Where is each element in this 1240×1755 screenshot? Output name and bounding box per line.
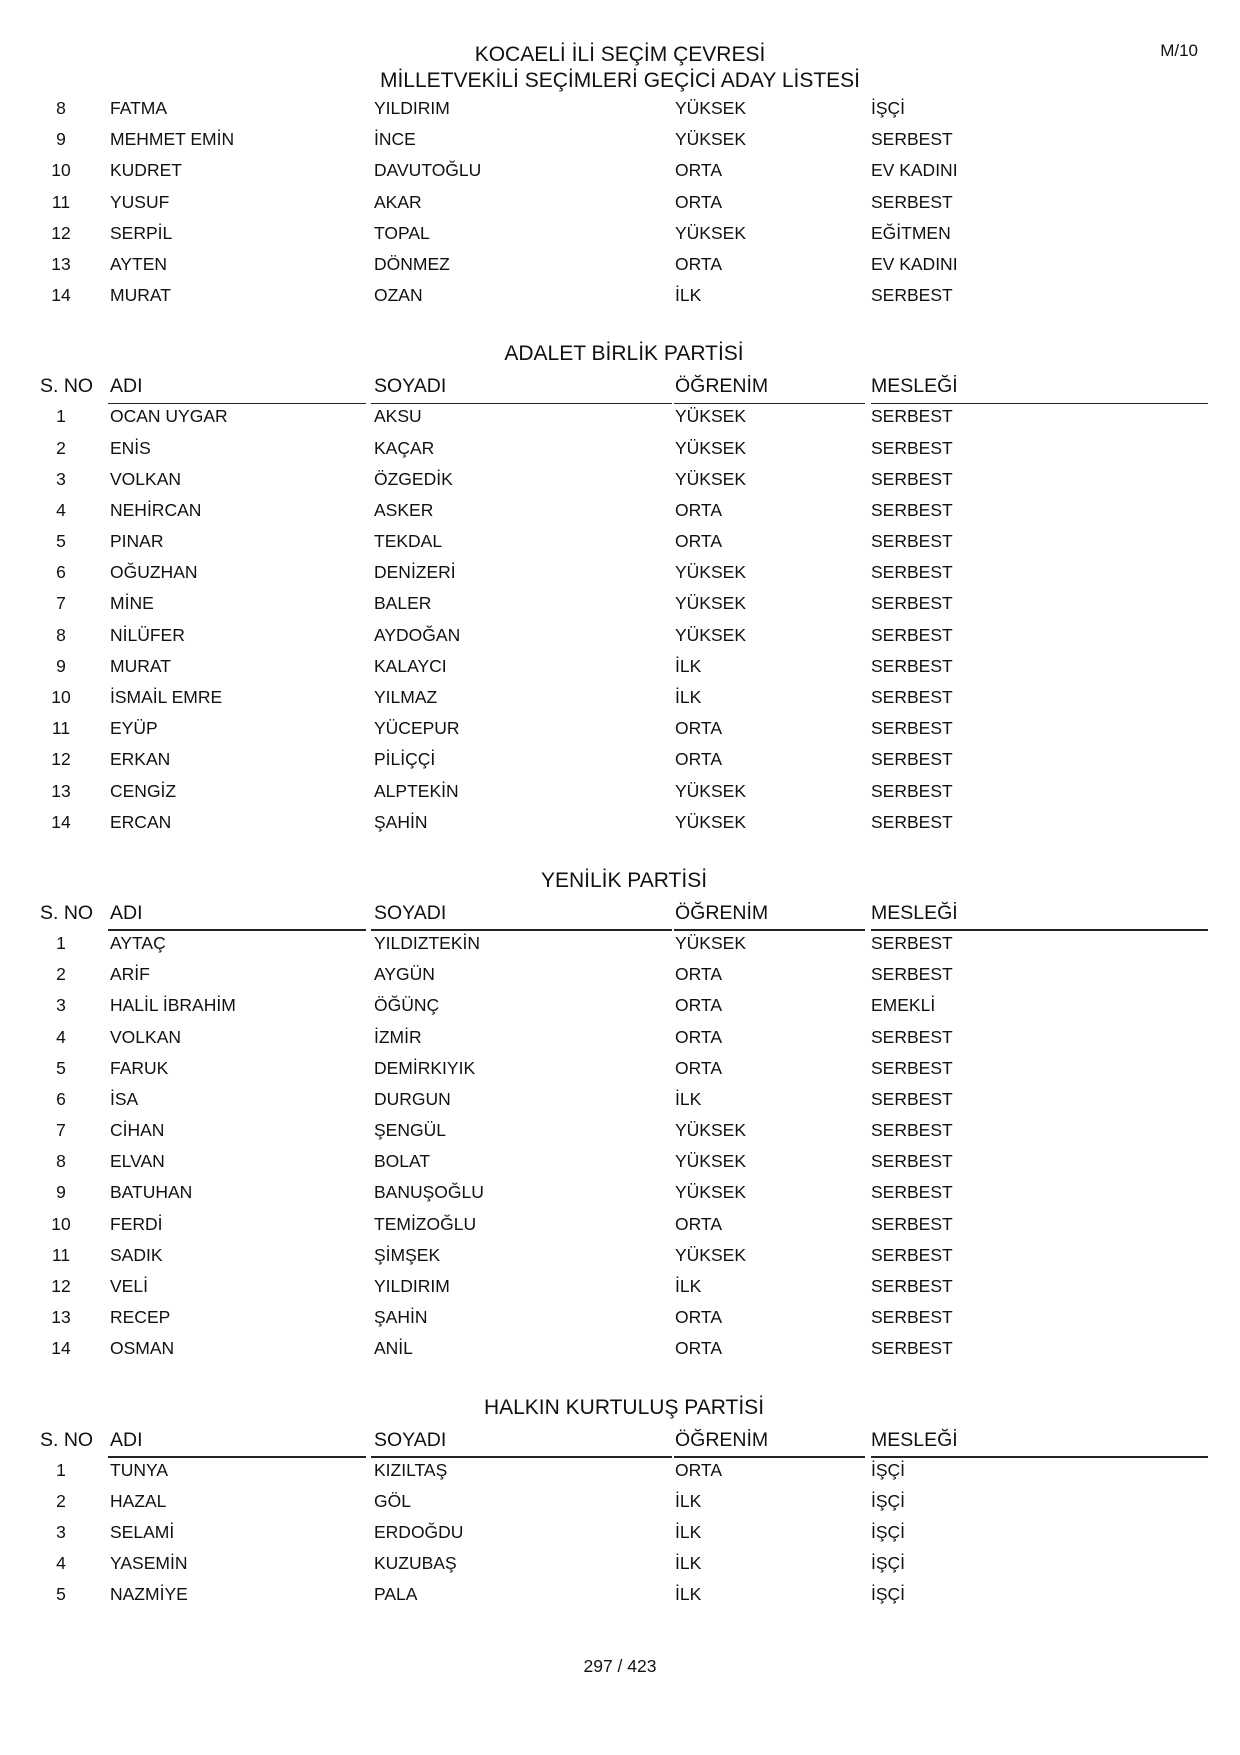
cell-sira-no: 5 bbox=[56, 1584, 66, 1605]
table-row bbox=[40, 1025, 1208, 1056]
party-section bbox=[40, 96, 1208, 314]
header-meslegi: MESLEĞİ bbox=[871, 375, 958, 398]
cell-soyadi: ŞAHİN bbox=[374, 811, 428, 832]
cell-ogrenim: YÜKSEK bbox=[675, 780, 746, 801]
cell-ogrenim: ORTA bbox=[675, 995, 722, 1016]
table-row bbox=[40, 591, 1208, 622]
cell-soyadi: BOLAT bbox=[374, 1151, 431, 1172]
cell-meslegi: SERBEST bbox=[871, 1338, 953, 1359]
cell-ogrenim: YÜKSEK bbox=[675, 1151, 746, 1172]
cell-meslegi: SERBEST bbox=[871, 1057, 953, 1078]
table-row bbox=[40, 1551, 1208, 1582]
table-row bbox=[40, 1274, 1208, 1305]
cell-sira-no: 5 bbox=[56, 531, 66, 552]
cell-sira-no: 7 bbox=[56, 593, 66, 614]
cell-adi: MEHMET EMİN bbox=[110, 129, 235, 150]
cell-sira-no: 2 bbox=[56, 1490, 66, 1511]
cell-sira-no: 1 bbox=[56, 406, 66, 427]
table-row bbox=[40, 1458, 1208, 1489]
cell-sira-no: 3 bbox=[56, 468, 66, 489]
cell-soyadi: PİLİÇÇİ bbox=[374, 749, 436, 770]
cell-adi: OSMAN bbox=[110, 1338, 175, 1359]
cell-adi: FERDİ bbox=[110, 1213, 163, 1234]
cell-ogrenim: ORTA bbox=[675, 749, 722, 770]
cell-soyadi: GÖL bbox=[374, 1490, 411, 1511]
table-row bbox=[40, 1118, 1208, 1149]
cell-ogrenim: YÜKSEK bbox=[675, 932, 746, 953]
cell-sira-no: 11 bbox=[51, 1244, 71, 1265]
cell-soyadi: AYGÜN bbox=[374, 964, 435, 985]
cell-soyadi: OZAN bbox=[374, 285, 423, 306]
cell-meslegi: İŞÇİ bbox=[871, 1553, 906, 1574]
cell-ogrenim: YÜKSEK bbox=[675, 129, 746, 150]
table-header bbox=[40, 896, 1208, 931]
cell-adi: CENGİZ bbox=[110, 780, 177, 801]
cell-meslegi: SERBEST bbox=[871, 593, 953, 614]
table-row bbox=[40, 498, 1208, 529]
cell-adi: ARİF bbox=[110, 964, 150, 985]
table-row bbox=[40, 931, 1208, 962]
cell-ogrenim: YÜKSEK bbox=[675, 811, 746, 832]
cell-sira-no: 12 bbox=[51, 749, 71, 770]
party-title: YENİLİK PARTİSİ bbox=[540, 868, 708, 892]
cell-adi: NEHİRCAN bbox=[110, 499, 202, 520]
cell-ogrenim: YÜKSEK bbox=[675, 1120, 746, 1141]
cell-meslegi: SERBEST bbox=[871, 811, 953, 832]
cell-ogrenim: İLK bbox=[675, 1088, 702, 1109]
cell-sira-no: 3 bbox=[56, 995, 66, 1016]
cell-sira-no: 14 bbox=[51, 811, 71, 832]
cell-adi: YUSUF bbox=[110, 191, 170, 212]
table-row bbox=[40, 962, 1208, 993]
table-row bbox=[40, 623, 1208, 654]
cell-soyadi: ŞİMŞEK bbox=[374, 1244, 441, 1265]
cell-sira-no: 11 bbox=[51, 191, 71, 212]
party-section bbox=[40, 1393, 1208, 1614]
cell-meslegi: SERBEST bbox=[871, 718, 953, 739]
header-adi: ADI bbox=[110, 901, 143, 924]
cell-meslegi: EV KADINI bbox=[871, 253, 958, 274]
cell-meslegi: EV KADINI bbox=[871, 160, 958, 181]
cell-soyadi: DAVUTOĞLU bbox=[374, 160, 482, 181]
cell-ogrenim: YÜKSEK bbox=[675, 1182, 746, 1203]
table-row bbox=[40, 127, 1208, 158]
cell-adi: BATUHAN bbox=[110, 1182, 193, 1203]
cell-soyadi: PALA bbox=[374, 1584, 418, 1605]
cell-meslegi: SERBEST bbox=[871, 1307, 953, 1328]
cell-meslegi: İŞÇİ bbox=[871, 1459, 906, 1480]
cell-meslegi: SERBEST bbox=[871, 1088, 953, 1109]
cell-adi: HAZAL bbox=[110, 1490, 167, 1511]
cell-soyadi: TOPAL bbox=[374, 222, 430, 243]
table-row bbox=[40, 190, 1208, 221]
cell-adi: PINAR bbox=[110, 531, 164, 552]
cell-sira-no: 6 bbox=[56, 1088, 66, 1109]
cell-ogrenim: İLK bbox=[675, 1553, 702, 1574]
table-row bbox=[40, 810, 1208, 841]
candidate-lists bbox=[40, 96, 1208, 1614]
cell-meslegi: SERBEST bbox=[871, 531, 953, 552]
header-adi: ADI bbox=[110, 1428, 143, 1451]
cell-soyadi: KAÇAR bbox=[374, 437, 435, 458]
table-row bbox=[40, 1087, 1208, 1118]
cell-sira-no: 8 bbox=[56, 1151, 66, 1172]
table-row bbox=[40, 1336, 1208, 1367]
cell-meslegi: SERBEST bbox=[871, 687, 953, 707]
cell-sira-no: 11 bbox=[51, 718, 71, 739]
cell-soyadi: AKSU bbox=[374, 406, 422, 427]
cell-meslegi: SERBEST bbox=[871, 499, 953, 520]
table-row bbox=[40, 1305, 1208, 1336]
header-meslegi: MESLEĞİ bbox=[871, 901, 958, 924]
cell-meslegi: SERBEST bbox=[871, 1120, 953, 1141]
cell-meslegi: SERBEST bbox=[871, 624, 953, 645]
cell-adi: EYÜP bbox=[110, 718, 158, 739]
cell-adi: FARUK bbox=[110, 1057, 169, 1078]
cell-soyadi: ŞAHİN bbox=[374, 1307, 428, 1328]
cell-sira-no: 3 bbox=[56, 1521, 66, 1542]
page-number: 297 / 423 bbox=[583, 1656, 657, 1676]
cell-adi: YASEMİN bbox=[110, 1553, 188, 1574]
cell-sira-no: 4 bbox=[56, 499, 66, 520]
cell-soyadi: İNCE bbox=[374, 129, 416, 150]
table-row bbox=[40, 560, 1208, 591]
cell-meslegi: SERBEST bbox=[871, 964, 953, 985]
cell-soyadi: YILDIRIM bbox=[374, 98, 450, 118]
header-meslegi: MESLEĞİ bbox=[871, 1428, 958, 1451]
document-title bbox=[0, 42, 1240, 94]
cell-adi: İSMAİL EMRE bbox=[110, 687, 223, 707]
table-row bbox=[40, 283, 1208, 314]
cell-sira-no: 14 bbox=[51, 285, 71, 306]
header-ogrenim: ÖĞRENİM bbox=[675, 901, 769, 924]
cell-soyadi: ÖĞÜNÇ bbox=[374, 995, 440, 1016]
table-row bbox=[40, 1243, 1208, 1274]
cell-soyadi: YILMAZ bbox=[374, 687, 438, 707]
cell-ogrenim: İLK bbox=[675, 1584, 702, 1605]
cell-meslegi: SERBEST bbox=[871, 191, 953, 212]
cell-soyadi: YÜCEPUR bbox=[374, 718, 460, 739]
cell-soyadi: ERDOĞDU bbox=[374, 1521, 464, 1542]
cell-meslegi: İŞÇİ bbox=[871, 1521, 906, 1542]
cell-sira-no: 9 bbox=[56, 1182, 66, 1203]
cell-adi: NİLÜFER bbox=[110, 624, 185, 645]
cell-adi: VOLKAN bbox=[110, 1026, 181, 1047]
cell-meslegi: SERBEST bbox=[871, 1244, 953, 1265]
cell-sira-no: 4 bbox=[56, 1026, 66, 1047]
cell-soyadi: AYDOĞAN bbox=[374, 624, 461, 645]
cell-sira-no: 12 bbox=[51, 222, 71, 243]
party-section bbox=[40, 866, 1208, 1368]
party-section bbox=[40, 339, 1208, 841]
cell-ogrenim: İLK bbox=[675, 1276, 702, 1296]
cell-adi: RECEP bbox=[110, 1307, 171, 1328]
table-row bbox=[40, 779, 1208, 810]
cell-sira-no: 13 bbox=[51, 1307, 71, 1328]
cell-soyadi: ANİL bbox=[374, 1338, 413, 1359]
cell-ogrenim: ORTA bbox=[675, 1338, 722, 1359]
cell-meslegi: SERBEST bbox=[871, 1213, 953, 1234]
cell-ogrenim: ORTA bbox=[675, 964, 722, 985]
cell-ogrenim: YÜKSEK bbox=[675, 406, 746, 427]
cell-meslegi: SERBEST bbox=[871, 932, 953, 953]
cell-ogrenim: YÜKSEK bbox=[675, 222, 746, 243]
cell-soyadi: YILDIRIM bbox=[374, 1276, 450, 1296]
header-ogrenim: ÖĞRENİM bbox=[675, 375, 769, 398]
cell-ogrenim: ORTA bbox=[675, 499, 722, 520]
party-title: HALKIN KURTULUŞ PARTİSİ bbox=[483, 1395, 765, 1419]
title-line-1: KOCAELİ İLİ SEÇİM ÇEVRESİ bbox=[474, 43, 766, 66]
table-row bbox=[40, 96, 1208, 127]
cell-sira-no: 12 bbox=[51, 1276, 71, 1296]
cell-meslegi: SERBEST bbox=[871, 285, 953, 306]
cell-adi: SADIK bbox=[110, 1244, 163, 1265]
table-row bbox=[40, 1520, 1208, 1551]
cell-ogrenim: ORTA bbox=[675, 1459, 722, 1480]
cell-sira-no: 10 bbox=[51, 1213, 71, 1234]
cell-adi: VELİ bbox=[110, 1276, 148, 1296]
table-row bbox=[40, 1582, 1208, 1613]
cell-adi: NAZMİYE bbox=[110, 1584, 188, 1605]
cell-ogrenim: İLK bbox=[675, 1521, 702, 1542]
cell-ogrenim: YÜKSEK bbox=[675, 437, 746, 458]
table-row bbox=[40, 1149, 1208, 1180]
cell-meslegi: SERBEST bbox=[871, 468, 953, 489]
header-soyadi: SOYADI bbox=[374, 901, 447, 924]
table-row bbox=[40, 158, 1208, 189]
cell-soyadi: DENİZERİ bbox=[374, 562, 456, 583]
cell-soyadi: İZMİR bbox=[374, 1026, 422, 1047]
page-code: M/10 bbox=[1160, 41, 1198, 60]
cell-sira-no: 4 bbox=[56, 1553, 66, 1574]
cell-adi: FATMA bbox=[110, 98, 168, 118]
table-row bbox=[40, 716, 1208, 747]
cell-sira-no: 14 bbox=[51, 1338, 71, 1359]
cell-soyadi: TEKDAL bbox=[374, 531, 443, 552]
cell-sira-no: 13 bbox=[51, 253, 71, 274]
cell-meslegi: SERBEST bbox=[871, 437, 953, 458]
header-soyadi: SOYADI bbox=[374, 1428, 447, 1451]
table-header bbox=[40, 1423, 1208, 1458]
cell-soyadi: ŞENGÜL bbox=[374, 1120, 446, 1141]
cell-sira-no: 8 bbox=[56, 98, 66, 118]
table-row bbox=[40, 252, 1208, 283]
table-row bbox=[40, 747, 1208, 778]
cell-adi: ELVAN bbox=[110, 1151, 165, 1172]
cell-soyadi: BALER bbox=[374, 593, 432, 614]
cell-soyadi: TEMİZOĞLU bbox=[374, 1213, 477, 1234]
table-row bbox=[40, 1489, 1208, 1520]
cell-sira-no: 1 bbox=[56, 1459, 66, 1480]
header-ogrenim: ÖĞRENİM bbox=[675, 1428, 769, 1451]
cell-ogrenim: YÜKSEK bbox=[675, 562, 746, 583]
table-row bbox=[40, 993, 1208, 1024]
cell-meslegi: SERBEST bbox=[871, 562, 953, 583]
cell-soyadi: KUZUBAŞ bbox=[374, 1553, 457, 1574]
cell-meslegi: İŞÇİ bbox=[871, 1490, 906, 1511]
cell-ogrenim: YÜKSEK bbox=[675, 468, 746, 489]
table-row bbox=[40, 1180, 1208, 1211]
header-adi: ADI bbox=[110, 375, 143, 398]
cell-soyadi: DURGUN bbox=[374, 1088, 451, 1109]
cell-adi: CİHAN bbox=[110, 1120, 165, 1141]
cell-adi: OĞUZHAN bbox=[110, 562, 198, 583]
cell-ogrenim: ORTA bbox=[675, 1213, 722, 1234]
cell-soyadi: DEMİRKIYIK bbox=[374, 1057, 476, 1078]
cell-adi: ENİS bbox=[110, 437, 151, 458]
cell-sira-no: 10 bbox=[51, 687, 71, 707]
cell-meslegi: SERBEST bbox=[871, 406, 953, 427]
table-header bbox=[40, 369, 1208, 404]
table-row bbox=[40, 436, 1208, 467]
cell-ogrenim: İLK bbox=[675, 285, 702, 306]
cell-adi: ERKAN bbox=[110, 749, 171, 770]
cell-ogrenim: İLK bbox=[675, 1490, 702, 1511]
cell-adi: VOLKAN bbox=[110, 468, 181, 489]
cell-sira-no: 8 bbox=[56, 624, 66, 645]
cell-meslegi: SERBEST bbox=[871, 749, 953, 770]
header-sira-no: S. NO bbox=[40, 375, 94, 398]
cell-adi: KUDRET bbox=[110, 160, 182, 181]
cell-ogrenim: YÜKSEK bbox=[675, 593, 746, 614]
cell-soyadi: AKAR bbox=[374, 191, 422, 212]
party-title: ADALET BİRLİK PARTİSİ bbox=[504, 342, 744, 366]
cell-ogrenim: ORTA bbox=[675, 191, 722, 212]
cell-ogrenim: ORTA bbox=[675, 718, 722, 739]
table-row bbox=[40, 1212, 1208, 1243]
table-row bbox=[40, 654, 1208, 685]
cell-adi: AYTAÇ bbox=[110, 932, 166, 953]
cell-adi: AYTEN bbox=[110, 253, 168, 274]
cell-ogrenim: YÜKSEK bbox=[675, 98, 746, 118]
cell-soyadi: YILDIZTEKİN bbox=[374, 932, 480, 953]
cell-ogrenim: ORTA bbox=[675, 1026, 722, 1047]
cell-meslegi: SERBEST bbox=[871, 1151, 953, 1172]
cell-adi: SELAMİ bbox=[110, 1521, 175, 1542]
cell-meslegi: SERBEST bbox=[871, 1276, 953, 1296]
cell-soyadi: ASKER bbox=[374, 499, 434, 520]
cell-ogrenim: ORTA bbox=[675, 160, 722, 181]
cell-ogrenim: İLK bbox=[675, 655, 702, 676]
cell-sira-no: 2 bbox=[56, 964, 66, 985]
table-row bbox=[40, 221, 1208, 252]
cell-adi: MURAT bbox=[110, 285, 171, 306]
title-line-2: MİLLETVEKİLİ SEÇİMLERİ GEÇİCİ ADAY LİSTESİ bbox=[379, 69, 861, 92]
cell-sira-no: 1 bbox=[56, 932, 66, 953]
cell-adi: İSA bbox=[110, 1088, 139, 1109]
header-sira-no: S. NO bbox=[40, 901, 94, 924]
cell-soyadi: KIZILTAŞ bbox=[374, 1459, 448, 1480]
cell-meslegi: SERBEST bbox=[871, 1182, 953, 1203]
cell-sira-no: 9 bbox=[56, 655, 66, 676]
cell-soyadi: DÖNMEZ bbox=[374, 253, 450, 274]
cell-soyadi: ÖZGEDİK bbox=[374, 468, 453, 489]
cell-ogrenim: YÜKSEK bbox=[675, 1244, 746, 1265]
cell-ogrenim: YÜKSEK bbox=[675, 624, 746, 645]
cell-adi: MİNE bbox=[110, 593, 154, 614]
cell-ogrenim: ORTA bbox=[675, 531, 722, 552]
cell-meslegi: İŞÇİ bbox=[871, 1584, 906, 1605]
table-row bbox=[40, 685, 1208, 716]
cell-sira-no: 2 bbox=[56, 437, 66, 458]
cell-ogrenim: ORTA bbox=[675, 1057, 722, 1078]
table-row bbox=[40, 404, 1208, 435]
cell-ogrenim: İLK bbox=[675, 687, 702, 707]
cell-sira-no: 9 bbox=[56, 129, 66, 150]
cell-adi: OCAN UYGAR bbox=[110, 406, 228, 427]
cell-soyadi: BANUŞOĞLU bbox=[374, 1182, 484, 1203]
cell-ogrenim: ORTA bbox=[675, 253, 722, 274]
cell-sira-no: 13 bbox=[51, 780, 71, 801]
cell-adi: HALİL İBRAHİM bbox=[110, 995, 236, 1016]
cell-sira-no: 10 bbox=[51, 160, 71, 181]
cell-sira-no: 7 bbox=[56, 1120, 66, 1141]
header-soyadi: SOYADI bbox=[374, 375, 447, 398]
cell-meslegi: SERBEST bbox=[871, 780, 953, 801]
cell-meslegi: EMEKLİ bbox=[871, 995, 936, 1016]
cell-meslegi: SERBEST bbox=[871, 655, 953, 676]
cell-meslegi: SERBEST bbox=[871, 1026, 953, 1047]
cell-soyadi: KALAYCI bbox=[374, 655, 447, 676]
cell-adi: MURAT bbox=[110, 655, 171, 676]
cell-soyadi: ALPTEKİN bbox=[374, 780, 459, 801]
cell-meslegi: EĞİTMEN bbox=[871, 222, 951, 243]
table-row bbox=[40, 467, 1208, 498]
cell-meslegi: SERBEST bbox=[871, 129, 953, 150]
table-row bbox=[40, 529, 1208, 560]
cell-sira-no: 5 bbox=[56, 1057, 66, 1078]
cell-ogrenim: ORTA bbox=[675, 1307, 722, 1328]
cell-adi: ERCAN bbox=[110, 811, 172, 832]
cell-sira-no: 6 bbox=[56, 562, 66, 583]
cell-meslegi: İŞÇİ bbox=[871, 98, 906, 118]
header-sira-no: S. NO bbox=[40, 1428, 94, 1451]
table-row bbox=[40, 1056, 1208, 1087]
cell-adi: TUNYA bbox=[110, 1459, 169, 1480]
cell-adi: SERPİL bbox=[110, 222, 173, 243]
